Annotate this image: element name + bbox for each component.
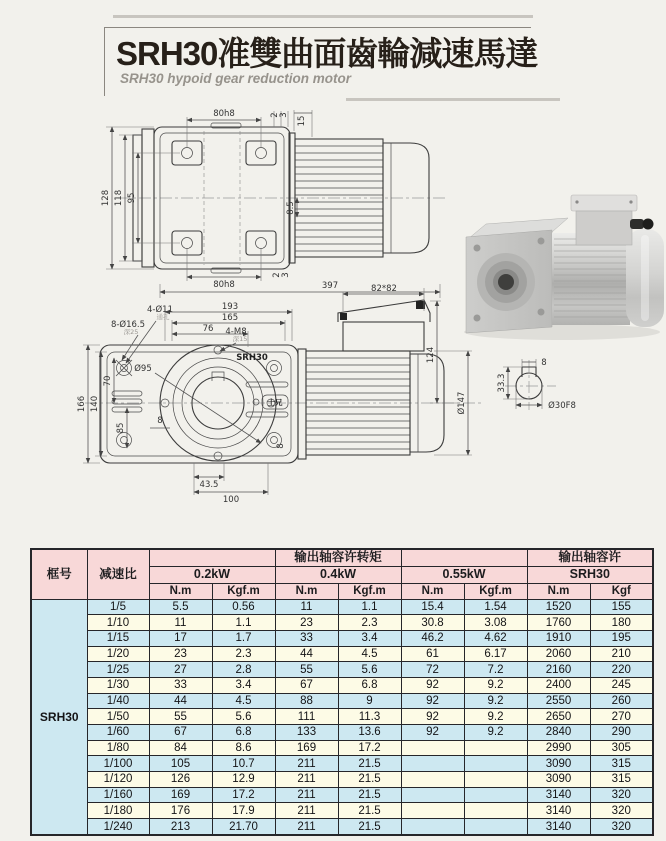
brand-logo — [253, 395, 288, 409]
unit-nm: N.m — [527, 584, 590, 600]
dim-label: 118 — [114, 189, 124, 207]
table-row: 1/120 126 12.9 211 21.5 3090 315 — [31, 772, 653, 788]
table-row: 1/40 44 4.5 88 9 92 9.2 2550 260 — [31, 693, 653, 709]
dim-label: 15 — [297, 115, 307, 127]
unit-kgfm: Kgf.m — [464, 584, 527, 600]
dim-label: Ø30F8 — [548, 401, 576, 411]
unit-kgfm: Kgf.m — [338, 584, 401, 600]
dim-label: 85 — [116, 422, 126, 434]
vent-slots — [112, 382, 288, 417]
dim-label: 8 — [541, 358, 547, 368]
title-shadow-line-top — [113, 15, 533, 18]
col-header-ratio: 减速比 — [87, 549, 149, 599]
table-row: 1/80 84 8.6 169 17.2 2990 305 — [31, 740, 653, 756]
dim-label: 80h8 — [213, 280, 235, 290]
col-header-02kw: 0.2kW — [149, 567, 275, 584]
table-row: 1/50 55 5.6 111 11.3 92 9.2 2650 270 — [31, 709, 653, 725]
dim-label: 80h8 — [213, 109, 235, 119]
dim-label: 95 — [127, 192, 137, 204]
table-row: SRH30 1/5 5.5 0.56 11 1.1 15.4 1.54 1520 155 — [31, 599, 653, 615]
dim-label: 140 — [90, 395, 100, 413]
table-row: 1/30 33 3.4 67 6.8 92 9.2 2400 245 — [31, 678, 653, 694]
dim-note: 通孔 — [156, 313, 170, 321]
photo-terminal-box — [571, 195, 637, 245]
dim-label: 2 — [272, 272, 282, 278]
svg-text:士兄: 士兄 — [267, 398, 283, 407]
shaft-bore-detail — [497, 358, 576, 411]
col-header-055kw: 0.55kW — [401, 567, 527, 584]
dim-label: 165 — [221, 313, 239, 323]
dim-label: 8 — [276, 443, 286, 449]
col-header-torque: 输出轴容许转矩 — [275, 549, 401, 567]
top-view-dimensions — [101, 109, 440, 298]
dim-label: 8.5 — [286, 201, 296, 215]
dim-label: 2 — [270, 112, 280, 118]
table-row: 1/25 27 2.8 55 5.6 72 7.2 2160 220 — [31, 662, 653, 678]
side-view-drawing — [77, 284, 482, 505]
col-header-04kw: 0.4kW — [275, 567, 401, 584]
side-view-dimensions — [77, 284, 472, 505]
unit-kgf: Kgf — [590, 584, 653, 600]
photo-cable-gland — [630, 219, 654, 230]
table-row: 1/20 23 2.3 44 4.5 61 6.17 2060 210 — [31, 646, 653, 662]
table-row: 1/160 169 17.2 211 21.5 3140 320 — [31, 787, 653, 803]
col-header-srh30: SRH30 — [527, 567, 653, 584]
unit-kgfm: Kgf.m — [212, 584, 275, 600]
face-model-label: SRH30 — [236, 353, 268, 363]
col-header-frame: 框号 — [31, 549, 87, 599]
dim-note: 深25 — [123, 328, 139, 336]
table-row: 1/60 67 6.8 133 13.6 92 9.2 2840 290 — [31, 725, 653, 741]
dim-label: 4-Ø11 — [147, 305, 173, 315]
table-row: 1/10 11 1.1 23 2.3 30.8 3.08 1760 180 — [31, 615, 653, 631]
spec-table-wrapper — [30, 548, 654, 836]
dim-label: 193 — [221, 302, 239, 312]
unit-nm: N.m — [275, 584, 338, 600]
unit-nm: N.m — [401, 584, 464, 600]
header-blank — [401, 549, 527, 567]
dim-label: 128 — [101, 189, 111, 207]
frame-cell: SRH30 — [31, 599, 87, 835]
dim-label: 166 — [77, 395, 87, 413]
title-shadow-line-bottom — [346, 98, 560, 101]
table-row: 1/180 176 17.9 211 21.5 3140 320 — [31, 803, 653, 819]
dim-note: 深15 — [232, 335, 248, 343]
dim-label: 8 — [157, 416, 163, 426]
table-row: 1/15 17 1.7 33 3.4 46.2 4.62 1910 195 — [31, 631, 653, 647]
dim-label: Ø147 — [457, 391, 467, 415]
header-blank — [149, 549, 275, 567]
technical-drawing — [0, 105, 666, 550]
dim-label: Ø95 — [134, 364, 152, 374]
dim-label: 76 — [202, 324, 214, 334]
table-row: 1/100 105 10.7 211 21.5 3090 315 — [31, 756, 653, 772]
top-view-drawing — [101, 109, 448, 298]
table-row: 1/240 213 21.70 211 21.5 3140 320 — [31, 819, 653, 835]
product-photo — [464, 195, 664, 340]
header-row-1 — [31, 549, 653, 567]
dim-label: 4-M8 — [225, 327, 247, 337]
spec-table — [30, 548, 654, 836]
dim-label: 3 — [281, 272, 291, 278]
dim-label: 100 — [222, 495, 240, 505]
dim-label: 3 — [279, 112, 289, 118]
dim-label: 70 — [103, 375, 113, 387]
page-subtitle: SRH30 hypoid gear reduction motor — [120, 71, 352, 86]
dim-label: 33.3 — [497, 373, 507, 393]
dim-label: 8-Ø16.5 — [110, 320, 146, 330]
dim-label: 82*82 — [371, 284, 397, 294]
unit-nm: N.m — [149, 584, 212, 600]
page-title: SRH30准雙曲面齒輪減速馬達 — [116, 35, 538, 72]
col-header-allow: 输出轴容许 — [527, 549, 653, 567]
dim-label: 124 — [426, 346, 436, 364]
dim-label: 43.5 — [199, 480, 219, 490]
dim-label: 397 — [321, 281, 339, 291]
